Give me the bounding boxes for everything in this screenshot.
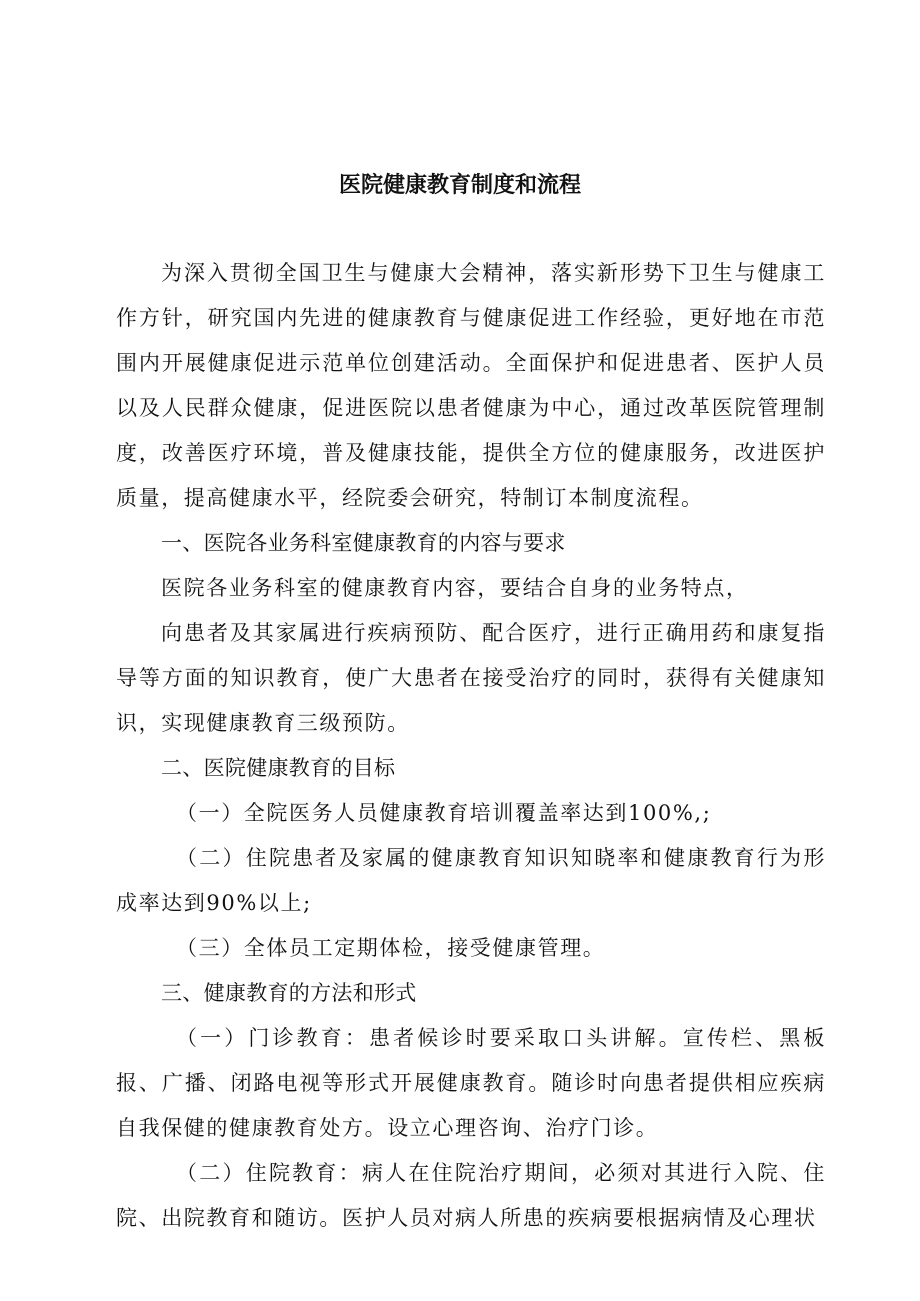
section-heading-3: 三、健康教育的方法和形式	[161, 981, 417, 1005]
section-1-paragraph-1: 医院各业务科室的健康教育内容，要结合自身的业务特点，	[161, 576, 749, 600]
goal-item-1: （一）全院医务人员健康教育培训覆盖率达到100%,;	[176, 801, 712, 825]
section-1-paragraph-2: 向患者及其家属进行疾病预防、配合医疗，进行正确用药和康复指导等方面的知识教育，使广大患者在接受治疗的同时，获得有关健康知识，实现健康教育三级预防。	[116, 621, 826, 735]
goal-item-3: （三）全体员工定期体检，接受健康管理。	[176, 936, 606, 960]
document-title: 医院健康教育制度和流程	[338, 173, 581, 198]
method-item-1: （一）门诊教育：患者候诊时要采取口头讲解。宣传栏、黑板报、广播、闭路电视等形式开展健康教育。随诊时向患者提供相应疾病自我保健的健康教育处方。设立心理咨询、治疗门诊。	[116, 1026, 826, 1140]
document-body	[116, 251, 826, 1241]
section-heading-2: 二、医院健康教育的目标	[161, 756, 396, 780]
goal-item-2: （二）住院患者及家属的健康教育知识知晓率和健康教育行为形成率达到90%以上;	[116, 846, 826, 915]
intro-paragraph: 为深入贯彻全国卫生与健康大会精神，落实新形势下卫生与健康工作方针，研究国内先进的健康教育与健康促进工作经验，更好地在市范围内开展健康促进示范单位创建活动。全面保护和促进患者、医护人员以及人民群众健康，促进医院以患者健康为中心，通过改革医院管理制度，改善医疗环境，普及健康技能，提供全方位的健康服务，改进医护质量，提高健康水平，经院委会研究，特制订本制度流程。	[116, 261, 826, 510]
section-heading-1: 一、医院各业务科室健康教育的内容与要求	[161, 531, 566, 555]
method-item-2: （二）住院教育：病人在住院治疗期间，必须对其进行入院、住院、出院教育和随访。医护人员对病人所患的疾病要根据病情及心理状	[116, 1161, 826, 1230]
